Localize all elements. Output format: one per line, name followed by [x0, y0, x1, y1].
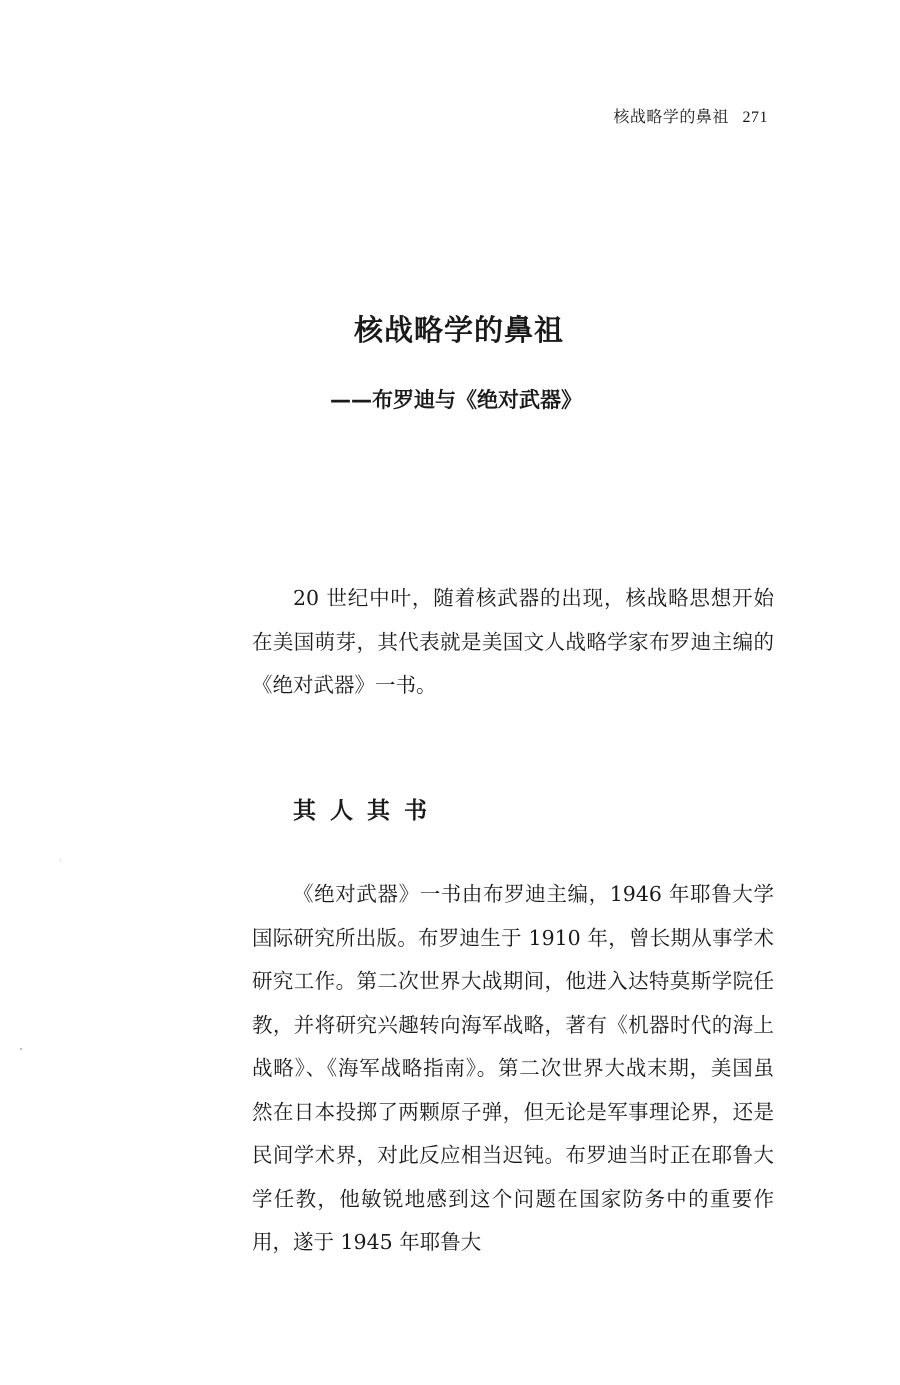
running-header-title: 核战略学的鼻祖 — [613, 107, 729, 126]
paper-speck — [60, 860, 61, 861]
page-number: 271 — [742, 109, 768, 126]
paper-speck — [20, 1048, 22, 1050]
chapter-title: 核战略学的鼻祖 — [353, 313, 564, 347]
section-heading: 其人其书 — [293, 798, 441, 824]
body-paragraph: 《绝对武器》一书由布罗迪主编，1946 年耶鲁大学国际研究所出版。布罗迪生于 1910 年，曾长期从事学术研究工作。第二次世界大战期间，他进入达特莫斯学院任教，并将研究兴趣转向海军战略，著有《机器时代的海上战略》、《海军战略指南》。第二次世界大战末期，美国虽然在日本投掷了两颗原子弹，但无论是军事理论界，还是民间学术界，对此反应相当迟钝。布罗迪当时正在耶鲁大学任教，他敏锐地感到这个问题在国家防务中的重要作用，遂于 1945 年耶鲁大 — [252, 882, 774, 1254]
running-header — [613, 104, 768, 127]
intro-paragraph: 20 世纪中叶，随着核武器的出现，核战略思想开始在美国萌芽，其代表就是美国文人战略学家布罗迪主编的《绝对武器》一书。 — [252, 586, 774, 697]
chapter-subtitle: ——布罗迪与《绝对武器》 — [330, 388, 582, 412]
